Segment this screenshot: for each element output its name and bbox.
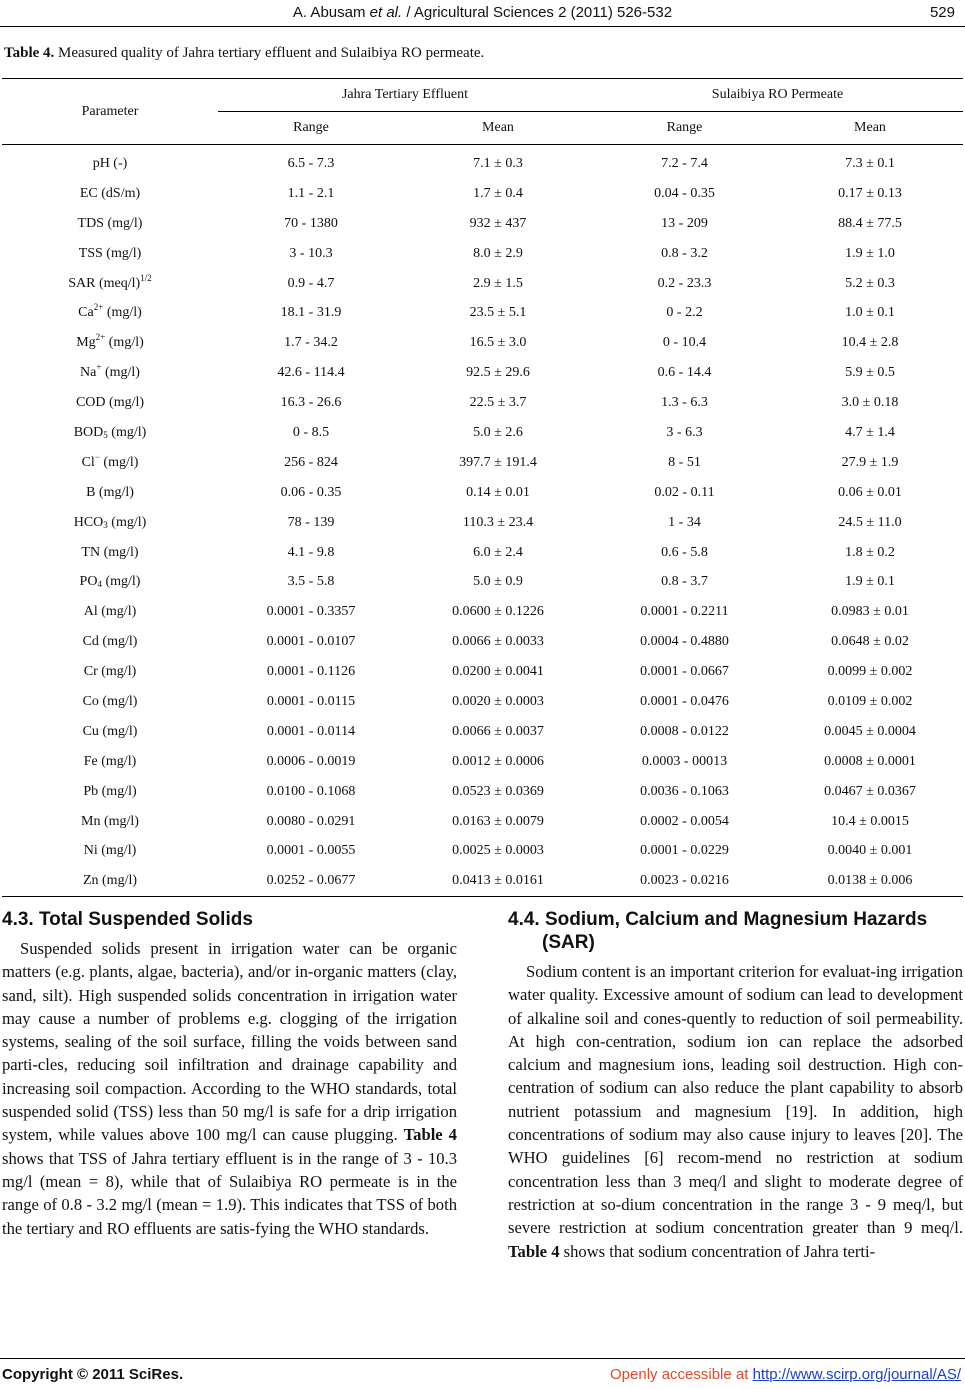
- table-row: [2, 478, 963, 508]
- value-cell: 0.02 - 0.11: [654, 484, 715, 500]
- value-cell: 0.0413 ± 0.0161: [404, 866, 592, 896]
- value-cell: 16.5 ± 3.0: [469, 335, 527, 351]
- value-cell: 18.1 - 31.9: [280, 305, 342, 321]
- value-cell: 0.0001 - 0.2211: [640, 604, 729, 620]
- value-cell: 1.3 - 6.3: [661, 395, 708, 411]
- value-cell: 0 - 2.2: [666, 305, 703, 321]
- value-cell: 0.8 - 3.7: [661, 574, 708, 590]
- parameter-cell: EC (dS/m): [79, 185, 141, 201]
- value-cell: 1.9 ± 1.0: [845, 245, 895, 261]
- table-caption: Table 4. Measured quality of Jahra tertiary effluent and Sulaibiya RO permeate.: [4, 45, 485, 61]
- value-cell: 110.3 ± 23.4: [462, 514, 534, 530]
- value-cell: 0.0001 - 0.0107: [266, 634, 356, 650]
- value-cell: 1.8 ± 0.2: [845, 544, 895, 560]
- parameter-cell: B (mg/l): [86, 484, 134, 500]
- section-paragraph: Sodium content is an important criterion for evaluat-ing irrigation water quality. Excessive amount of sodium can lead to development of alkaline soil and cones-quently to reduction of soil permeability. At high con-centration, sodium ion can replace the adsorbed calcium and magnesium ions, leading soil destruction. High con-centration of sodium can also reduce the plant capability to absorb nutrient potassium and magnesium [19]. In addition, high concentrations of sodium may also cause injury to leaves [20]. The WHO guidelines [6] recom-mend no restriction at sodium concentration less than 3 meq/l and slight to moderate degree of restriction at so-dium concentration in the range 3 - 9 meq/l, but severe restriction at sodium concentration greater than 9 meq/l. Table 4 shows that sodium concentration of Jahra terti-: [508, 962, 963, 1261]
- table-row: [2, 866, 963, 896]
- value-cell: 88.4 ± 77.5: [838, 215, 902, 231]
- copyright: Copyright © 2011 SciRes.: [2, 1366, 184, 1383]
- value-cell: 7.2 - 7.4: [661, 155, 708, 171]
- value-cell: 3 - 10.3: [289, 245, 333, 261]
- table-row: [2, 448, 963, 478]
- value-cell: 0.0523 ± 0.0369: [452, 783, 544, 799]
- table-row: [2, 418, 963, 448]
- value-cell: 23.5 ± 5.1: [469, 305, 527, 321]
- value-cell: 78 - 139: [287, 514, 335, 530]
- value-cell: 0.0036 - 0.1063: [640, 783, 729, 799]
- value-cell: 0.0001 - 0.0055: [266, 843, 356, 859]
- value-cell: 932 ± 437: [469, 215, 527, 231]
- table-row: [2, 269, 963, 299]
- jahra-group-header: Jahra Tertiary Effluent: [218, 79, 592, 112]
- table-row: [2, 627, 963, 657]
- parameter-cell: Cr (mg/l): [83, 664, 137, 680]
- value-cell: 3.5 - 5.8: [287, 574, 335, 590]
- table-row: [2, 209, 963, 239]
- value-cell: 10.4 ± 2.8: [841, 335, 899, 351]
- value-cell: 0.0001 - 0.0476: [640, 693, 729, 709]
- value-cell: 70 - 1380: [284, 215, 338, 231]
- parameter-cell: Fe (mg/l): [83, 753, 137, 769]
- value-cell: 0.0252 - 0.0677: [218, 866, 404, 896]
- column-header: Mean: [777, 112, 963, 145]
- table-row: [2, 239, 963, 269]
- value-cell: 0.0003 - 00013: [641, 753, 728, 769]
- value-cell: 0.0600 ± 0.1226: [452, 604, 544, 620]
- value-cell: 0.0008 ± 0.0001: [824, 753, 916, 769]
- value-cell: 5.9 ± 0.5: [845, 365, 895, 381]
- value-cell: 0.0025 ± 0.0003: [452, 843, 544, 859]
- value-cell: 0 - 8.5: [292, 424, 330, 440]
- table-row: [2, 567, 963, 597]
- parameter-cell: TN (mg/l): [81, 544, 139, 560]
- value-cell: 0.0008 - 0.0122: [640, 723, 729, 739]
- value-cell: 0.0001 - 0.0667: [640, 664, 729, 680]
- table-row: [2, 298, 963, 328]
- value-cell: 0.0006 - 0.0019: [266, 753, 356, 769]
- table-row: [2, 145, 963, 179]
- value-cell: 5.2 ± 0.3: [845, 275, 895, 291]
- access-note: Openly accessible at http://www.scirp.org/journal/AS/: [610, 1366, 961, 1383]
- value-cell: 0.0099 ± 0.002: [827, 664, 913, 680]
- quality-table: [2, 78, 963, 897]
- table-row: [2, 597, 963, 627]
- table-row: [2, 388, 963, 418]
- table-row: [2, 747, 963, 777]
- value-cell: 0.0066 ± 0.0037: [452, 723, 544, 739]
- parameter-cell: TDS (mg/l): [77, 215, 143, 231]
- section-paragraph: Suspended solids present in irrigation water can be organic matters (e.g. plants, algae, bacteria), and/or in-organic matters (clay, sand, silt). High suspended solids concentration in irrigation water may cause a number of problems e.g. clogging of the irrigation systems, sealing of the soil surface, filling the voids between sand parti-cles, reducing soil infiltration and drainage capability and increasing soil compaction. According to the WHO standards, total suspended solid (TSS) less than 50 mg/l is safe for a drip irrigation system, while values above 100 mg/l can cause plugging. Table 4 shows that TSS of Jahra tertiary effluent is in the range of 3 - 10.3 mg/l (mean = 8), while that of Sulaibiya RO permeate is in the range of 0.8 - 3.2 mg/l (mean = 1.9). This indicates that TSS of both the tertiary and RO effluents are satis-fying the WHO standards.: [2, 939, 457, 1238]
- value-cell: 0.0001 - 0.0115: [266, 693, 356, 709]
- value-cell: 13 - 209: [661, 215, 708, 231]
- value-cell: 0.0080 - 0.0291: [266, 813, 356, 829]
- parameter-cell: Na+ (mg/l): [80, 362, 140, 381]
- value-cell: 0.0001 - 0.0114: [266, 723, 356, 739]
- value-cell: 24.5 ± 11.0: [838, 514, 902, 530]
- value-cell: 0.06 ± 0.01: [838, 484, 902, 500]
- value-cell: 0.0648 ± 0.02: [831, 634, 909, 650]
- value-cell: 0 - 10.4: [662, 335, 707, 351]
- parameter-cell: TSS (mg/l): [78, 245, 142, 261]
- table-row: [2, 836, 963, 866]
- value-cell: 0.0023 - 0.0216: [592, 866, 777, 896]
- table-row: [2, 687, 963, 717]
- parameter-cell: SAR $(meq/l)^{1/2}$: [68, 272, 152, 291]
- value-cell: 0.06 - 0.35: [280, 484, 342, 500]
- value-cell: 1 - 34: [668, 514, 701, 530]
- table-row: [2, 657, 963, 687]
- table-row: [2, 717, 963, 747]
- value-cell: 0.0002 - 0.0054: [640, 813, 729, 829]
- page-footer: [0, 1358, 965, 1386]
- value-cell: 0.17 ± 0.13: [838, 185, 902, 201]
- value-cell: 4.1 - 9.8: [287, 544, 335, 560]
- running-title: A. Abusam et al. / Agricultural Sciences 2 (2011) 526-532: [292, 4, 673, 21]
- value-cell: 0.0467 ± 0.0367: [824, 783, 916, 799]
- value-cell: 397.7 ± 191.4: [459, 454, 537, 470]
- value-cell: 0.0001 - 0.0229: [640, 843, 729, 859]
- parameter-header: Parameter: [2, 79, 218, 145]
- value-cell: 42.6 - 114.4: [277, 365, 345, 381]
- value-cell: 0.6 - 14.4: [657, 365, 712, 381]
- value-cell: 0.0012 ± 0.0006: [452, 753, 544, 769]
- value-cell: 0.0200 ± 0.0041: [452, 664, 544, 680]
- value-cell: 1.7 ± 0.4: [473, 185, 523, 201]
- value-cell: 1.7 - 34.2: [284, 335, 338, 351]
- section-heading: 4.3. Total Suspended Solids: [2, 909, 253, 930]
- value-cell: 1.9 ± 0.1: [845, 574, 895, 590]
- value-cell: 5.0 ± 0.9: [473, 574, 523, 590]
- value-cell: 0.6 - 5.8: [661, 544, 708, 560]
- value-cell: 0.0001 - 0.1126: [266, 664, 356, 680]
- table-row: [2, 777, 963, 807]
- value-cell: 0.0020 ± 0.0003: [452, 693, 544, 709]
- parameter-cell: COD (mg/l): [75, 395, 145, 411]
- parameter-cell: $Mg^{2+}$ (mg/l): [76, 332, 144, 351]
- value-cell: 256 - 824: [284, 454, 338, 470]
- value-cell: 8 - 51: [668, 454, 701, 470]
- parameter-cell: Cd (mg/l): [82, 634, 138, 650]
- footer-rule: [0, 1358, 965, 1359]
- value-cell: 6.0 ± 2.4: [473, 544, 523, 560]
- section-4-3: [2, 908, 457, 1240]
- table-row: [2, 538, 963, 568]
- page-number: 529: [929, 4, 955, 21]
- value-cell: 8.0 ± 2.9: [473, 245, 523, 261]
- table-row: [2, 328, 963, 358]
- table-row: [2, 807, 963, 837]
- value-cell: 1.0 ± 0.1: [845, 305, 895, 321]
- parameter-cell: $PO_4$ (mg/l): [79, 574, 141, 590]
- value-cell: 6.5 - 7.3: [287, 155, 335, 171]
- value-cell: 0.0163 ± 0.0079: [452, 813, 544, 829]
- value-cell: 0.0100 - 0.1068: [266, 783, 356, 799]
- parameter-cell: Ni (mg/l): [83, 843, 137, 859]
- parameter-cell: $HCO_3$ (mg/l): [73, 514, 147, 530]
- column-header: Range: [592, 112, 777, 145]
- value-cell: 0.14 ± 0.01: [466, 484, 530, 500]
- value-cell: 4.7 ± 1.4: [845, 424, 895, 440]
- value-cell: 22.5 ± 3.7: [469, 395, 527, 411]
- sulaibiya-group-header: Sulaibiya RO Permeate: [592, 79, 963, 112]
- table-row: [2, 179, 963, 209]
- section-heading: 4.4. Sodium, Calcium and Magnesium Hazards (SAR): [508, 909, 928, 953]
- value-cell: 92.5 ± 29.6: [466, 365, 530, 381]
- value-cell: 0.0040 ± 0.001: [827, 843, 913, 859]
- section-4-4: [508, 908, 963, 1263]
- value-cell: 0.0109 ± 0.002: [827, 693, 913, 709]
- value-cell: 5.0 ± 2.6: [473, 424, 523, 440]
- parameter-cell: Co (mg/l): [82, 693, 138, 709]
- value-cell: 10.4 ± 0.0015: [831, 813, 909, 829]
- value-cell: 16.3 - 26.6: [280, 395, 342, 411]
- value-cell: 0.0045 ± 0.0004: [824, 723, 916, 739]
- parameter-cell: Mn (mg/l): [81, 813, 139, 829]
- table-row: [2, 358, 963, 388]
- value-cell: 0.0983 ± 0.01: [831, 604, 909, 620]
- value-cell: 27.9 ± 1.9: [841, 454, 899, 470]
- column-header: Range: [218, 112, 404, 145]
- value-cell: 7.1 ± 0.3: [473, 155, 523, 171]
- parameter-cell: Zn (mg/l): [2, 866, 218, 896]
- value-cell: 0.0066 ± 0.0033: [452, 634, 544, 650]
- parameter-cell: Cu (mg/l): [82, 723, 138, 739]
- value-cell: 0.2 - 23.3: [657, 275, 712, 291]
- value-cell: 0.0004 - 0.4880: [640, 634, 729, 650]
- value-cell: 0.8 - 3.2: [661, 245, 708, 261]
- value-cell: 0.04 - 0.35: [654, 185, 715, 201]
- table-row: [2, 508, 963, 538]
- value-cell: 1.1 - 2.1: [287, 185, 335, 201]
- parameter-cell: $BOD_5$ (mg/l): [73, 424, 147, 440]
- value-cell: 3 - 6.3: [666, 424, 703, 440]
- value-cell: 0.0001 - 0.3357: [266, 604, 356, 620]
- journal-link[interactable]: http://www.scirp.org/journal/AS/: [752, 1366, 961, 1383]
- column-header: Mean: [404, 112, 592, 145]
- parameter-cell: Al (mg/l): [83, 604, 137, 620]
- running-header: [0, 2, 965, 24]
- parameter-cell: Pb (mg/l): [83, 783, 137, 799]
- parameter-cell: Cl− (mg/l): [81, 451, 139, 470]
- parameter-cell: pH (-): [92, 155, 128, 171]
- value-cell: 0.0138 ± 0.006: [777, 866, 963, 896]
- header-rule: [0, 26, 965, 27]
- value-cell: 0.9 - 4.7: [287, 275, 335, 291]
- value-cell: 7.3 ± 0.1: [845, 155, 895, 171]
- value-cell: 2.9 ± 1.5: [473, 275, 523, 291]
- parameter-cell: $Ca^{2+}$ (mg/l): [78, 302, 142, 321]
- value-cell: 3.0 ± 0.18: [841, 395, 899, 411]
